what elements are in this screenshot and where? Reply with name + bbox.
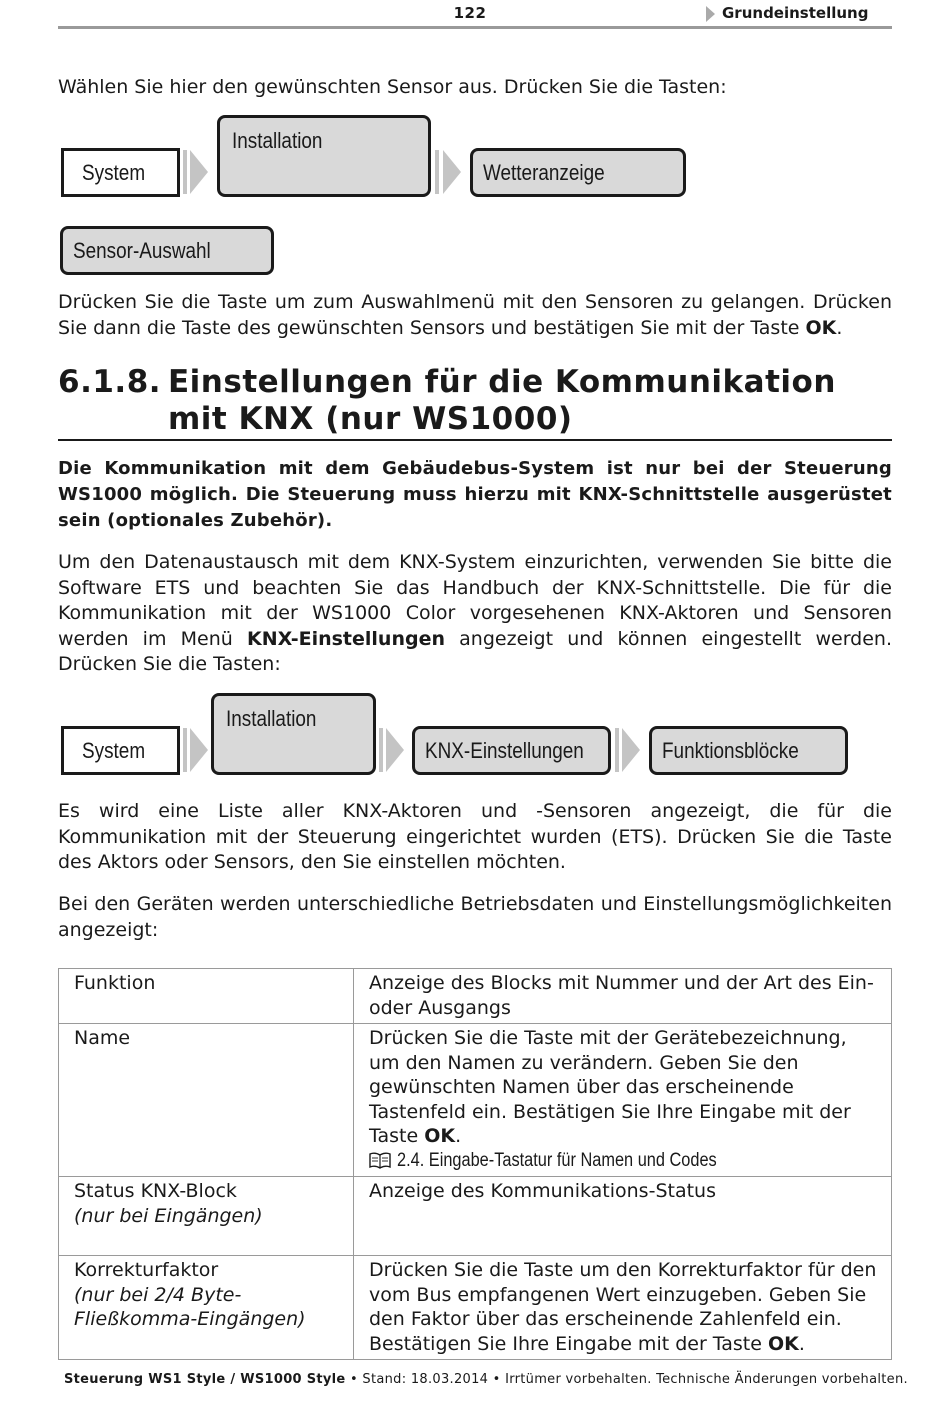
arrow-bar (615, 728, 619, 772)
book-icon (369, 1152, 391, 1169)
table-cell-label (59, 1177, 354, 1256)
row-description: Anzeige des Blocks mit Nummer und der Art des Ein- oder Ausgangs (369, 972, 874, 1019)
table-cell-desc (354, 1177, 892, 1256)
device-data-paragraph: Bei den Geräten werden unterschiedliche Betriebsdaten und Einstellungsmöglichkeiten angezeigt: (58, 893, 892, 941)
paragraph-end: . (836, 316, 843, 339)
intro-paragraph: Wählen Sie hier den gewünschten Sensor aus. Drücken Sie die Tasten: (58, 76, 727, 98)
table-row (59, 969, 892, 1024)
paragraph-text: Um den Datenaustausch mit dem KNX-System einzurichten, verwenden Sie bitte die Software ETS und beachten Sie das Handbuch der KNX-Schnittstelle. Die für die Kommunikation mit der WS1000 Color vorgesehenen KNX-Aktoren und Sensoren werden im Menü (58, 551, 892, 650)
knx-einstellungen-button-label: KNX-Einstellungen (425, 737, 584, 763)
knx-note: Die Kommunikation mit dem Gebäudebus-System ist nur bei der Steuerung WS1000 möglich. Die Steuerung muss hierzu mit KNX-Schnittstelle ausgerüstet sein (optionales Zubehör). (58, 458, 892, 531)
arrow-bar (379, 728, 383, 772)
row-label: Funktion (74, 972, 156, 994)
arrow-bar (435, 150, 439, 194)
system-button-label: System (82, 159, 146, 185)
footer-product: Steuerung WS1 Style / WS1000 Style (64, 1372, 346, 1387)
table-row (59, 1177, 892, 1256)
row-label: Status KNX-Block (74, 1180, 237, 1202)
wetteranzeige-button-label: Wetteranzeige (483, 159, 605, 185)
arrow-right-icon (622, 728, 640, 772)
arrow-bar (183, 728, 187, 772)
page-number: 122 (453, 4, 487, 22)
paragraph-text: Drücken Sie die Taste um zum Auswahlmenü mit den Sensoren zu gelangen. Drücken Sie dann die Taste des gewünschten Sensors und bestätigen Sie mit der Taste (58, 291, 892, 339)
arrow-right-icon (443, 150, 461, 194)
header-triangle-icon (706, 6, 715, 22)
system-button-label: System (82, 737, 146, 763)
ok-key-label: OK (805, 316, 837, 339)
cross-reference-text: 2.4. Eingabe-Tastatur für Namen und Codes (397, 1149, 717, 1171)
row-label-note: (nur bei 2/4 Byte-Fließkomma-Eingängen) (74, 1283, 306, 1330)
row-description-end: . (798, 1332, 805, 1355)
table-row (59, 1256, 892, 1360)
row-description: Drücken Sie die Taste um den Korrekturfaktor für den vom Bus empfangenen Wert einzugeben. Geben Sie den Faktor über das erscheinende Zahlenfeld ein. Bestätigen Sie Ihre Eingabe mit der Taste (369, 1259, 877, 1355)
settings-table (58, 968, 892, 1360)
knx-setup-paragraph (58, 550, 892, 678)
table-cell-desc (354, 969, 892, 1024)
system-button[interactable] (61, 148, 180, 197)
wetteranzeige-button[interactable] (470, 148, 686, 197)
row-label-note: (nur bei Eingängen) (74, 1204, 263, 1227)
sensor-auswahl-button[interactable] (60, 226, 274, 275)
table-cell-label (59, 1256, 354, 1360)
table-row (59, 1024, 892, 1177)
page-footer (64, 1372, 908, 1387)
funktionsbloecke-button[interactable] (649, 726, 848, 775)
row-description-end: . (455, 1125, 462, 1147)
knx-einstellungen-button[interactable] (412, 726, 611, 775)
ok-key-label: OK (424, 1125, 456, 1147)
knx-list-paragraph: Es wird eine Liste aller KNX-Aktoren und -Sensoren angezeigt, die für die Kommunikation mit der Steuerung eingerichtet wurden (ETS). Drücken Sie die Taste des Aktors oder Sensors, den Sie einstellen möchten. (58, 800, 892, 873)
installation-button[interactable] (217, 115, 431, 197)
installation-button-label: Installation (232, 128, 323, 153)
section-title: Einstellungen für die Kommunikation mit KNX (nur WS1000) (168, 364, 836, 437)
arrow-right-icon (386, 728, 404, 772)
header-rule (58, 26, 892, 29)
ok-key-label: OK (768, 1332, 799, 1355)
sensor-auswahl-button-label: Sensor-Auswahl (73, 237, 211, 263)
row-description: Anzeige des Kommunikations-Status (369, 1180, 716, 1202)
footer-disclaimer: • Stand: 18.03.2014 • Irrtümer vorbehalten. Technische Änderungen vorbehalten. (345, 1372, 908, 1387)
header-section-title: Grundeinstellung (722, 4, 869, 22)
paragraph-end: angezeigt und können eingestellt werden. Drücken Sie die Tasten: (58, 627, 892, 675)
knx-menu-name: KNX-Einstellungen (246, 627, 445, 650)
system-button[interactable] (61, 726, 180, 775)
section-rule (58, 439, 892, 441)
arrow-right-icon (190, 150, 208, 194)
table-cell-label (59, 1024, 354, 1177)
funktionsbloecke-button-label: Funktionsblöcke (662, 737, 799, 763)
row-label: Name (74, 1027, 131, 1049)
table-cell-desc (354, 1256, 892, 1360)
row-label: Korrekturfaktor (74, 1259, 219, 1281)
installation-button-label: Installation (226, 706, 317, 731)
cross-reference-link[interactable] (369, 1149, 877, 1174)
table-cell-label (59, 969, 354, 1024)
row-description: Drücken Sie die Taste mit der Gerätebezeichnung, um den Namen zu verändern. Geben Sie den gewünschten Namen über das erscheinende Tastenfeld ein. Bestätigen Sie Ihre Eingabe mit der Taste (369, 1027, 851, 1147)
arrow-bar (183, 150, 187, 194)
sensor-instructions-paragraph (58, 290, 892, 341)
installation-button[interactable] (211, 693, 376, 775)
arrow-right-icon (190, 728, 208, 772)
section-number: 6.1.8. (58, 364, 162, 400)
table-cell-desc (354, 1024, 892, 1177)
